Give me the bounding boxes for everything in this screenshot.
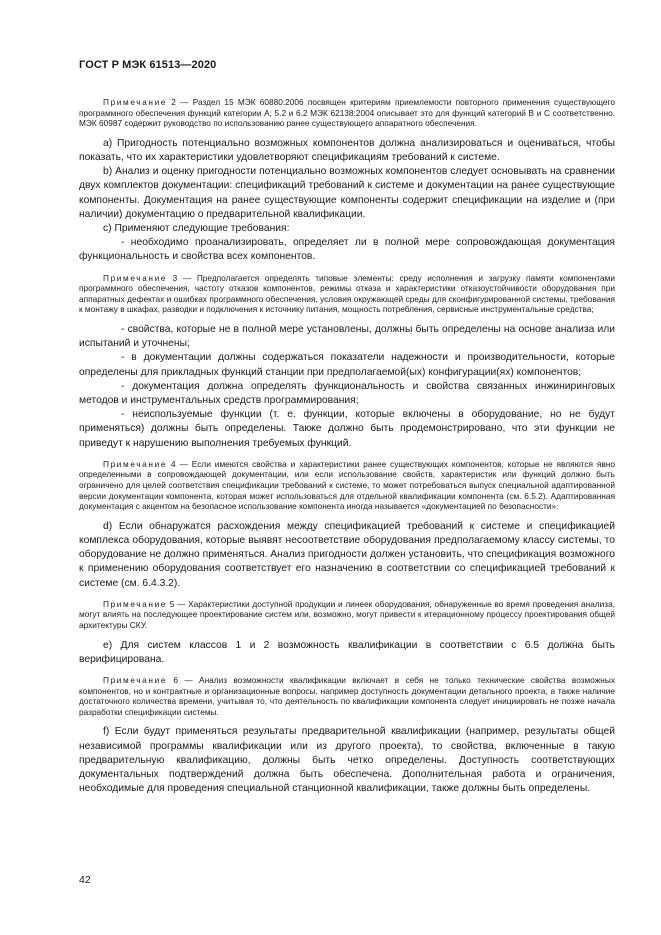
standard-header: ГОСТ Р МЭК 61513—2020 [79,59,217,71]
note-text: — Раздел 15 МЭК 60880:2006 посвящен критериям приемлемости повторного применения существующего программного обеспечения функций категории А; 5.2 и 6.2 МЭК 62138:2004 описывает это для функций категорий В и С соответственно. МЭК 60987 содержит руководство по использованию ранее существующего аппаратного обеспечения. [79,97,615,129]
item-d: d) Если обнаружатся расхождения между спецификацией требований к системе и спецификацией комплекса оборудования, которые выявят несоответствие оборудования предполагаемому классу системы, то оборудование не должно применяться. Анализ пригодности должен установить, что спецификация возможного к применению оборудования соответствует его назначению в соответствии со спецификацией требований к системе (см. 6.4.3.2). [79,520,615,589]
bullet-item: - неиспользуемые функции (т. е. функции, которые включены в оборудование, но не будут применяться) должны быть определены. Также должно быть продемонстрировано, что эти функции не приведут к нарушению выполнения требуемых функций. [79,409,615,449]
bullet-item: - необходимо проанализировать, определяет ли в полной мере сопровождающая документация функциональность и свойства всех компонентов. [79,237,615,263]
note-number: 3 [172,272,178,283]
note-text: — Если имеются свойства и характеристики ранее существующих компонентов, которые не являются явно определенными в сопровождающей документации, или если использование свойств, характеристик или функций должно быть ограничено для целей соответствия спецификации требований к системе, то может потребоваться выпуск специальной адаптированной версии документации компонента, которая может использоваться для отдельной квалификации компонента (см. 6.5.2). Адаптированная документация с акцентом на безопасное использование компонента иногда называется «документацией по безопасности». [79,458,616,512]
note-number: 6 [173,674,179,685]
note-number: 4 [170,458,176,469]
note-label: Примечание [103,598,168,609]
bullet-item: - документация должна определять функциональность и свойства связанных инжиниринговых методов и инструментальных средств программирования; [79,380,615,406]
note-label: Примечание [103,458,168,469]
note-text: — Характеристики доступной продукции и линеек оборудования, обнаруженные во время проведения анализа, могут влиять на последующее проектирование систем или, возможно, могут привести к итерационному процессу проектирования общей архитектуры СКУ. [79,598,616,630]
page-number: 42 [79,874,91,886]
document-body [79,97,615,796]
note-label: Примечание [103,674,168,685]
note-label: Примечание [103,272,168,283]
note-6 [79,675,615,717]
note-4 [79,459,615,512]
note-label: Примечание [103,97,168,107]
note-number: 2 [171,97,176,107]
bullet-item: - свойства, которые не в полной мере установлены, должны быть определены на основе анализа или испытаний и уточнены; [79,323,615,350]
item-a: а) Пригодность потенциально возможных компонентов должна анализироваться и оцениваться, чтобы показать, что их характеристики удовлетворяют спецификациям требований к системе. [79,137,615,163]
bullet-item: - в документации должны содержаться показатели надежности и производительности, которые определены для прикладных функций станции при предполагаемой(ых) конфигурации(ях) компонентов; [79,352,615,378]
note-text: — Анализ возможности квалификации включает в себя не только технические свойства возможных компонентов, но и контрактные и организационные вопросы, например доступность документации детального проекта, а также наличие достаточного количества времени, учитывая то, что деятельность по квалификации компонента следует инициировать не позже начала разработки спецификации системы. [79,674,615,717]
note-3 [79,273,615,315]
item-c: с) Применяют следующие требования: [103,223,290,234]
item-f: f) Если будут применяться результаты предварительной квалификации (например, результаты общей независимой программы квалификации или из другого проекта), то свойства, включенные в такую предварительную квалификацию, должны быть четко определены. Доступность соответствующих документальных подтверждений должна быть обеспечена. Дополнительная работа и ограничения, необходимые для проведения специальной станционной квалификации, также должны быть определены. [79,726,615,795]
note-text: — Предполагается определять типовые элементы: среду исполнения и загрузку памяти компонентами программного обеспечения, частоту отказов компонентов, режимы отказа и характеристики отказоустойчивости оборудования при аппаратных дефектах и ошибках программного обеспечения, условия окружающей среды для сконфигурированной системы, требования к монтажу в шкафах, разводки и подключения к источнику питания, мощность потребления, сервисные инструментальные средства; [79,272,615,315]
item-b: b) Анализ и оценку пригодности потенциально возможных компонентов следует основывать на сравнении двух комплектов документации: спецификаций требований к системе и документации на ранее существующие компоненты. Документация на ранее существующие компоненты содержит спецификации на изделие и (при наличии) документацию о предварительной квалификации. [79,166,615,220]
note-number: 5 [169,598,175,609]
note-2 [79,97,615,129]
item-e: е) Для систем классов 1 и 2 возможность квалификации в соответствии с 6.5 должна быть верифицирована. [79,639,615,665]
note-5 [79,599,615,631]
